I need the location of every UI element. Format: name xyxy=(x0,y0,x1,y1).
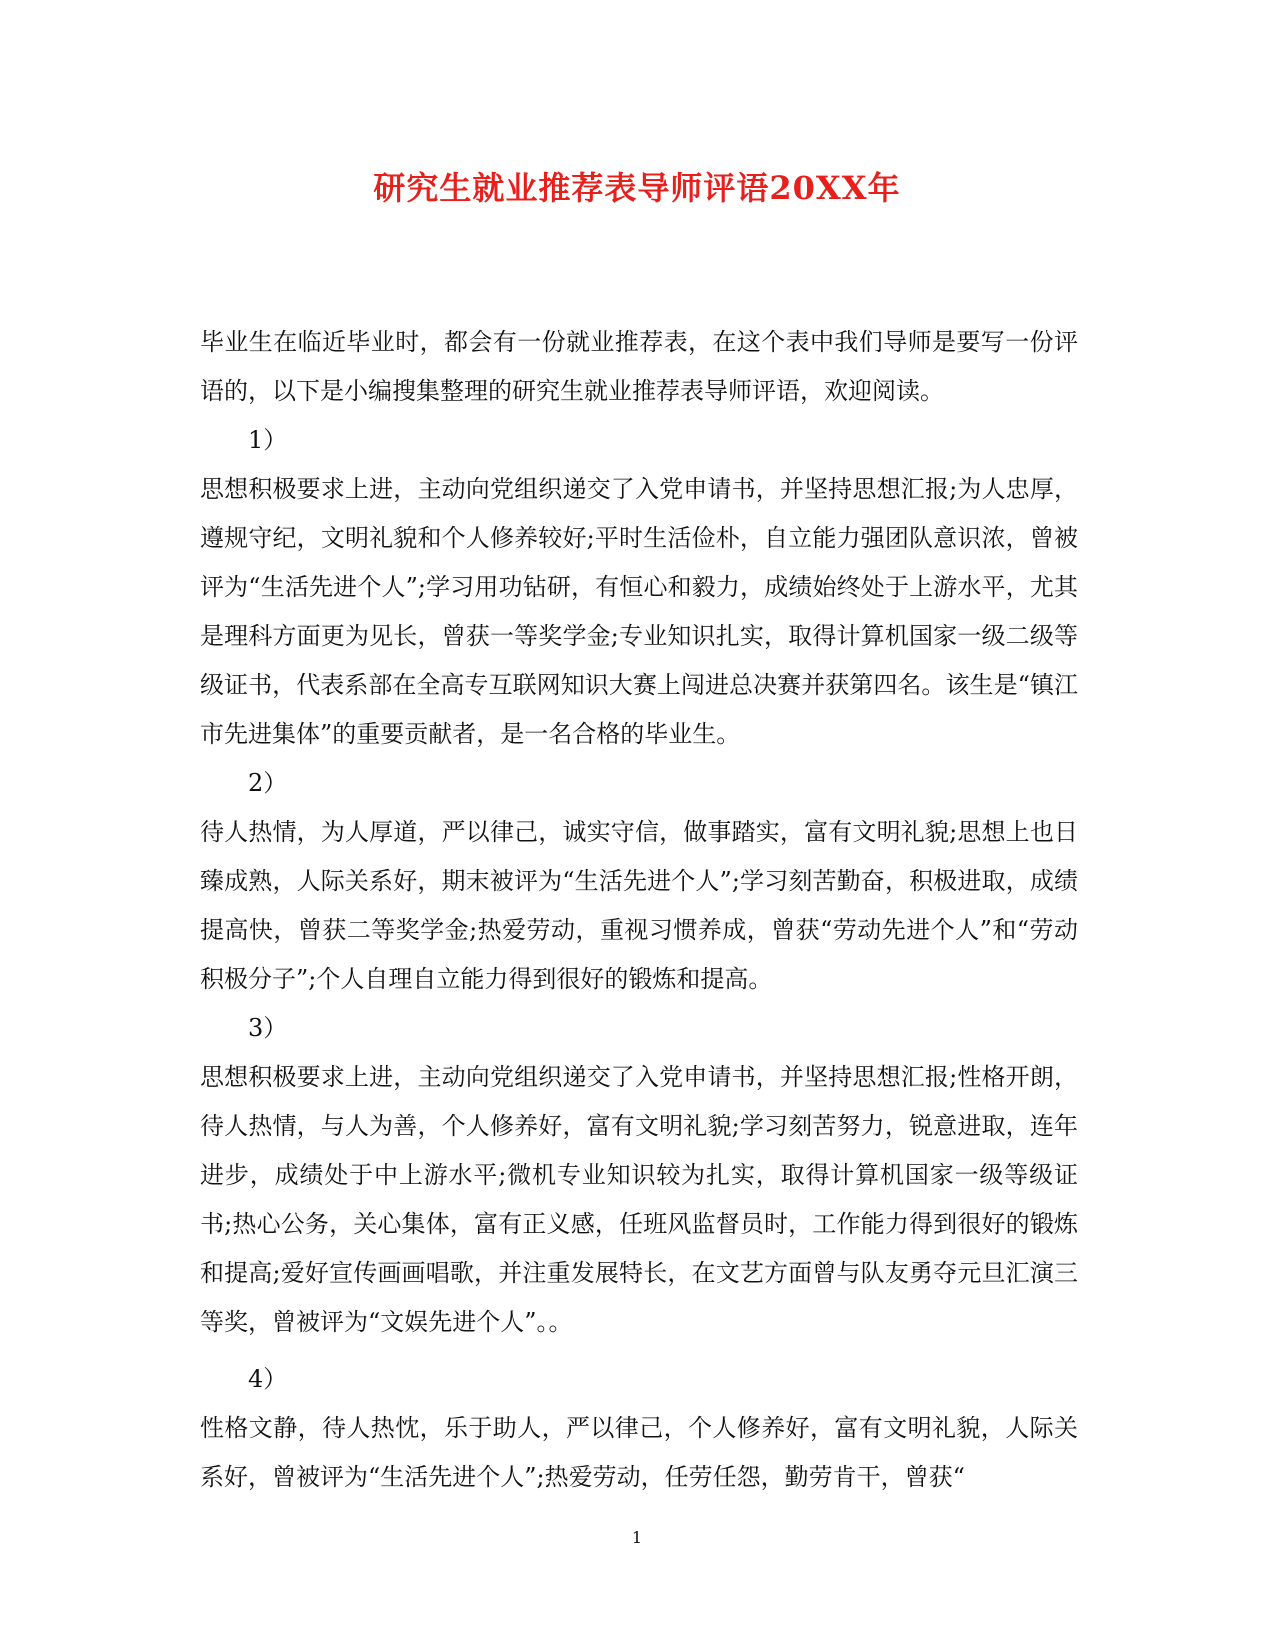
item-number: 2） xyxy=(248,769,288,797)
item-paragraph: 思想积极要求上进，主动向党组织递交了入党申请书，并坚持思想汇报;性格开朗，待人热情，与人为善，个人修养好，富有文明礼貌;学习刻苦努力，锐意进取，连年进步，成绩处于中上游水平;微机专业知识较为扎实，取得计算机国家一级等级证书;热心公务，关心集体，富有正义感，任班风监督员时，工作能力得到很好的锻炼和提高;爱好宣传画画唱歌，并注重发展特长，在文艺方面曾与队友勇夺元旦汇演三等奖，曾被评为“文娱先进个人”。。 xyxy=(200,1063,1078,1336)
item-number: 4） xyxy=(248,1365,288,1393)
item-paragraph: 待人热情，为人厚道，严以律己，诚实守信，做事踏实，富有文明礼貌;思想上也日臻成熟，人际关系好，期末被评为“生活先进个人”;学习刻苦勤奋，积极进取，成绩提高快，曾获二等奖学金;热爱劳动，重视习惯养成，曾获“劳动先进个人”和“劳动积极分子”;个人自理自立能力得到很好的锻炼和提高。 xyxy=(200,818,1078,993)
item-number: 1） xyxy=(248,426,288,454)
item-paragraph: 性格文静，待人热忱，乐于助人，严以律己，个人修养好，富有文明礼貌，人际关系好，曾被评为“生活先进个人”;热爱劳动，任劳任怨，勤劳肯干，曾获“ xyxy=(200,1414,1078,1491)
intro-paragraph: 毕业生在临近毕业时，都会有一份就业推荐表，在这个表中我们导师是要写一份评语的，以下是小编搜集整理的研究生就业推荐表导师评语，欢迎阅读。 xyxy=(200,328,1078,405)
item-paragraph: 思想积极要求上进，主动向党组织递交了入党申请书，并坚持思想汇报;为人忠厚，遵规守纪，文明礼貌和个人修养较好;平时生活俭朴，自立能力强团队意识浓，曾被评为“生活先进个人”;学习用功钻研，有恒心和毅力，成绩始终处于上游水平，尤其是理科方面更为见长，曾获一等奖学金;专业知识扎实，取得计算机国家一级二级等级证书，代表系部在全高专互联网知识大赛上闯进总决赛并获第四名。该生是“镇江市先进集体”的重要贡献者，是一名合格的毕业生。 xyxy=(200,475,1078,748)
page-number: 1 xyxy=(631,1528,643,1547)
document-body xyxy=(200,318,1078,1502)
page-title: 研究生就业推荐表导师评语20XX年 xyxy=(373,169,901,207)
item-number: 3） xyxy=(248,1014,288,1042)
